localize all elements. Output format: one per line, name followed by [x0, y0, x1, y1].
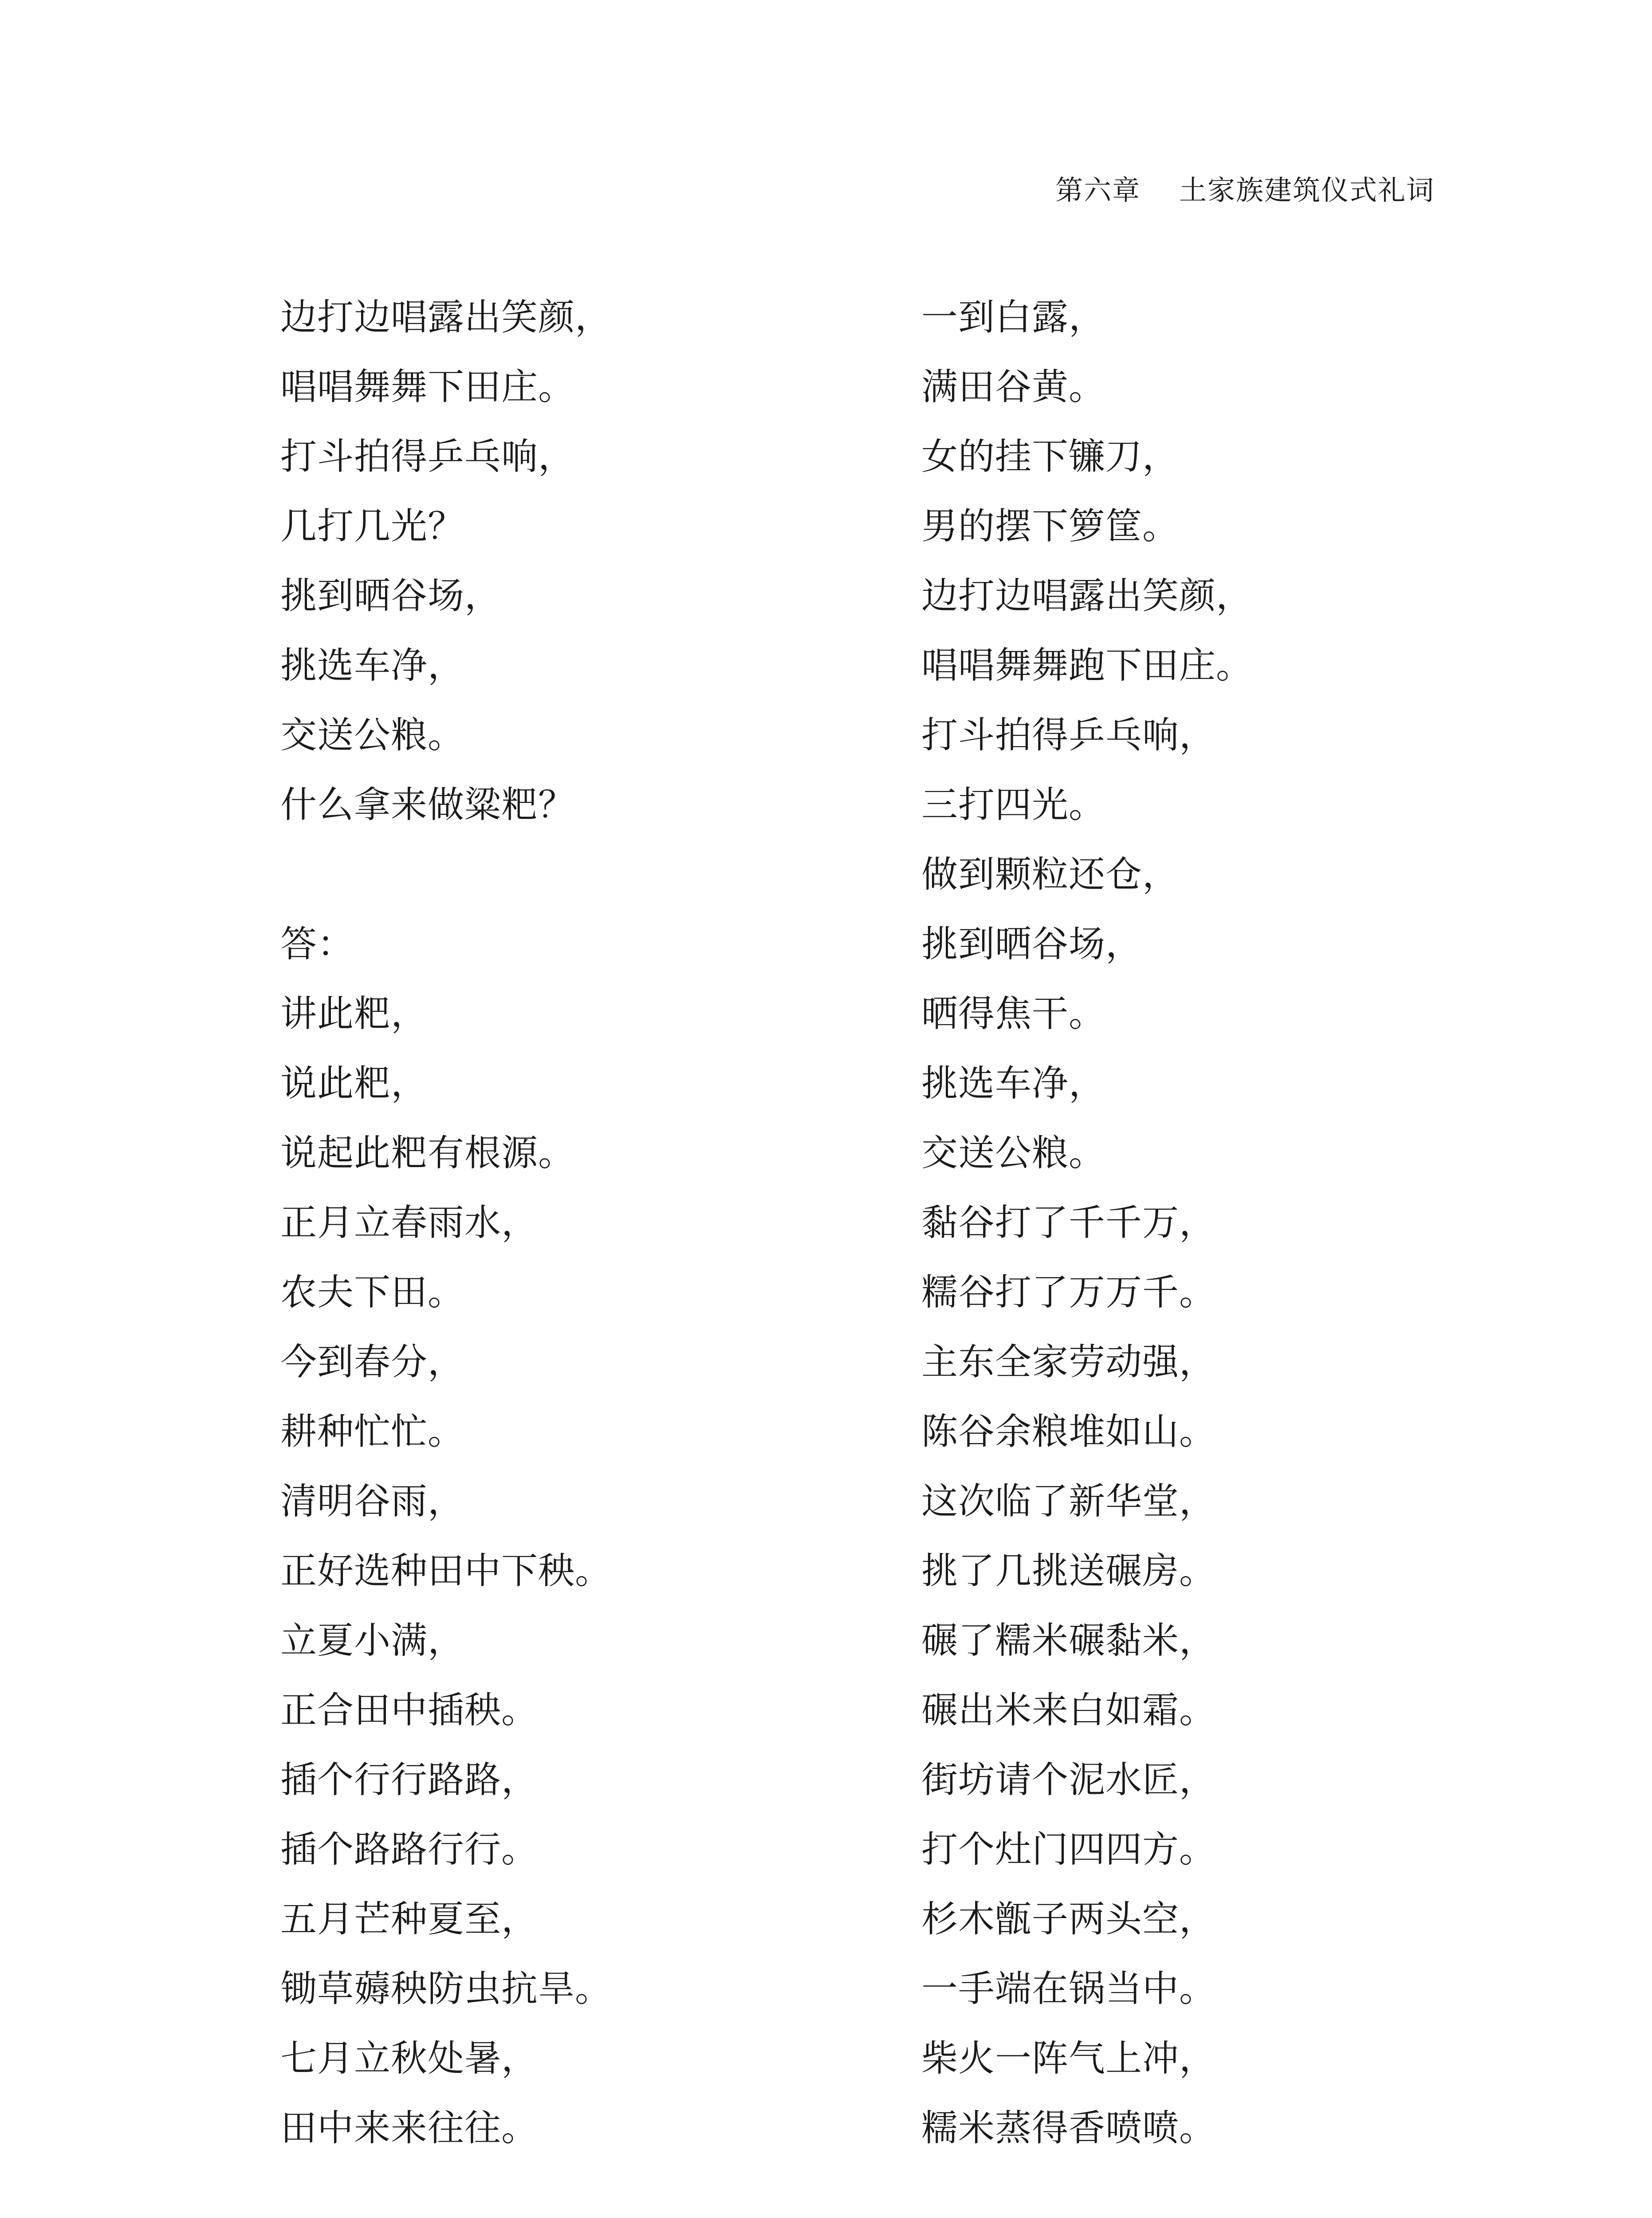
text-line: 挑到晒谷场，: [921, 923, 1143, 965]
text-line: 几打几光？: [280, 505, 465, 547]
text-line: 锄草薅秧防虫抗旱。: [280, 1968, 612, 2010]
text-line: 一到白露，: [921, 296, 1106, 338]
left-text-column: [280, 295, 612, 2176]
text-line: 五月芒种夏至，: [280, 1898, 539, 1940]
text-line: 杉木甑子两头空，: [921, 1898, 1216, 1940]
text-line: 交送公粮。: [921, 1132, 1106, 1174]
running-header: 第六章 土家族建筑仪式礼词: [1055, 174, 1435, 206]
text-line: 碾了糯米碾黏米，: [921, 1620, 1216, 1662]
text-line: 清明谷雨，: [280, 1480, 465, 1522]
text-line: 唱唱舞舞跑下田庄。: [921, 645, 1253, 687]
text-line: 交送公粮。: [280, 714, 465, 756]
text-line: 糯米蒸得香喷喷。: [921, 2107, 1216, 2149]
text-line: 田中来来往往。: [280, 2107, 539, 2149]
text-line: 正好选种田中下秧。: [280, 1550, 612, 1592]
text-line: 今到春分，: [280, 1341, 465, 1383]
text-line: 插个行行路路，: [280, 1759, 539, 1801]
text-line: 正月立春雨水，: [280, 1202, 539, 1244]
text-line: 柴火一阵气上冲，: [921, 2037, 1216, 2080]
text-line: 插个路路行行。: [280, 1829, 539, 1871]
text-line: 陈谷余粮堆如山。: [921, 1411, 1216, 1453]
text-line: 挑到晒谷场，: [280, 575, 502, 617]
text-line: 一手端在锅当中。: [921, 1968, 1216, 2010]
text-line: 打个灶门四四方。: [921, 1829, 1216, 1871]
text-line: 街坊请个泥水匠，: [921, 1759, 1216, 1801]
text-line: 糯谷打了万万千。: [921, 1271, 1216, 1313]
text-line: 什么拿来做粱粑？: [280, 784, 575, 826]
text-line: 挑了几挑送碾房。: [921, 1550, 1216, 1592]
text-line: 这次临了新华堂，: [921, 1480, 1216, 1522]
text-line: 挑选车净，: [921, 1062, 1106, 1105]
text-line: 三打四光。: [921, 784, 1106, 826]
text-line: 立夏小满，: [280, 1620, 465, 1662]
text-line: 男的摆下箩筐。: [921, 505, 1180, 547]
text-line: 女的挂下镰刀，: [921, 436, 1180, 478]
text-line: 正合田中插秧。: [280, 1689, 539, 1731]
text-line: 黏谷打了千千万，: [921, 1202, 1216, 1244]
text-line: 耕种忙忙。: [280, 1411, 465, 1453]
blank-line: [280, 853, 612, 922]
text-line: 农夫下田。: [280, 1271, 465, 1313]
text-line: 说起此粑有根源。: [280, 1132, 575, 1174]
text-line: 晒得焦干。: [921, 993, 1106, 1035]
text-line: 做到颗粒还仓，: [921, 853, 1180, 896]
text-line: 唱唱舞舞下田庄。: [280, 366, 575, 408]
text-line: 七月立秋处暑，: [280, 2037, 539, 2080]
text-line: 说此粑，: [280, 1062, 428, 1105]
right-text-column: [921, 295, 1253, 2176]
text-line: 主东全家劳动强，: [921, 1341, 1216, 1383]
text-line: 满田谷黄。: [921, 366, 1106, 408]
text-line: 边打边唱露出笑颜，: [280, 296, 612, 338]
text-line: 打斗拍得乒乓响，: [280, 436, 575, 478]
text-line: 碾出米来白如霜。: [921, 1689, 1216, 1731]
text-line: 边打边唱露出笑颜，: [921, 575, 1253, 617]
text-line: 答：: [280, 923, 354, 965]
text-line: 讲此粑，: [280, 993, 428, 1035]
text-line: 打斗拍得乒乓响，: [921, 714, 1216, 756]
text-line: 挑选车净，: [280, 645, 465, 687]
